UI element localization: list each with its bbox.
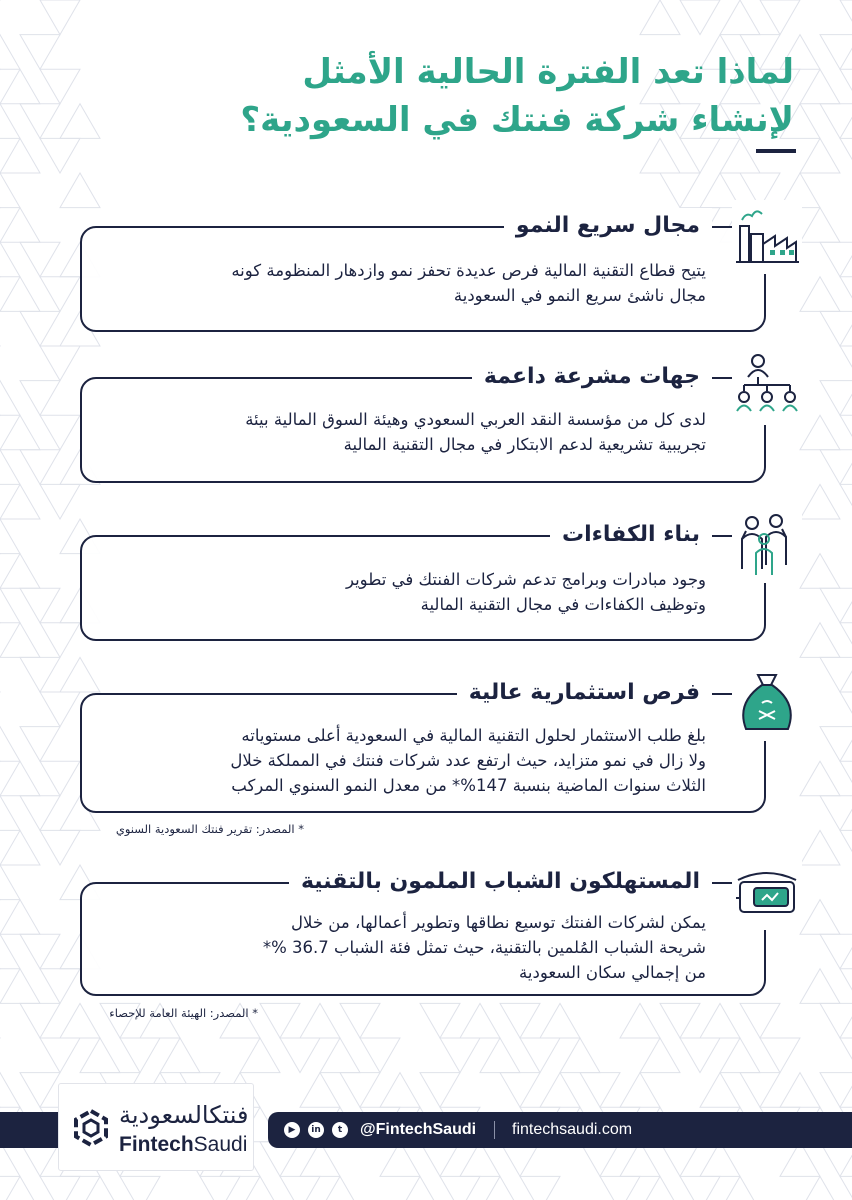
background-triangle (0, 588, 20, 623)
background-triangle (680, 1176, 720, 1200)
background-triangle (660, 173, 700, 208)
background-triangle (320, 1176, 360, 1200)
logo-mark-icon (71, 1108, 111, 1148)
background-triangle (520, 1038, 560, 1073)
background-triangle (0, 623, 40, 658)
background-triangle (820, 1003, 852, 1038)
background-triangle (840, 346, 852, 381)
background-triangle (400, 1176, 440, 1200)
background-triangle (20, 588, 60, 623)
background-triangle (680, 0, 720, 35)
background-triangle (40, 623, 80, 658)
background-triangle (20, 657, 60, 692)
background-triangle (800, 554, 840, 589)
background-triangle (700, 1073, 740, 1108)
background-triangle (580, 1073, 620, 1108)
logo-arabic-text: فنتكالسعودية (119, 1101, 249, 1129)
background-triangle (0, 484, 40, 519)
background-triangle (820, 35, 852, 70)
background-triangle (20, 381, 60, 416)
section-card-young-consumers (80, 869, 766, 996)
background-triangle (0, 242, 20, 277)
background-triangle (720, 1038, 760, 1073)
background-triangle (280, 1176, 320, 1200)
background-triangle (0, 415, 40, 450)
background-triangle (440, 1038, 480, 1073)
background-triangle (480, 1176, 520, 1200)
background-triangle (0, 865, 20, 900)
background-triangle (40, 69, 80, 104)
background-triangle (0, 69, 40, 104)
background-triangle (60, 657, 100, 692)
background-triangle (300, 1003, 340, 1038)
background-triangle (800, 277, 840, 312)
section-heading: مجال سريع النمو (504, 208, 712, 244)
background-triangle (540, 1073, 580, 1108)
section-body (106, 567, 706, 617)
body-line: لدى كل من مؤسسة النقد العربي السعودي وهيئة السوق المالية بيئة (245, 410, 706, 429)
factory-icon (732, 200, 802, 274)
background-triangle (0, 934, 20, 969)
background-triangle (840, 692, 852, 727)
page-title (94, 48, 794, 144)
background-triangle (760, 0, 800, 35)
vr-headset-icon (732, 856, 802, 930)
background-triangle (840, 138, 852, 173)
background-triangle (840, 415, 852, 450)
background-triangle (720, 1176, 760, 1200)
footnote-investment-source: * المصدر: تقرير فنتك السعودية السنوي (115, 822, 304, 836)
background-triangle (80, 1038, 120, 1073)
youtube-icon[interactable]: ▶ (284, 1122, 300, 1138)
background-triangle (660, 1003, 700, 1038)
background-triangle (160, 1038, 200, 1073)
background-triangle (820, 934, 852, 969)
background-triangle (440, 1176, 480, 1200)
background-triangle (60, 1003, 100, 1038)
social-bar (268, 1112, 852, 1148)
background-triangle (840, 0, 852, 35)
background-triangle (0, 554, 40, 589)
section-card-investment (80, 680, 766, 813)
linkedin-icon[interactable]: in (308, 1122, 324, 1138)
background-triangle (0, 519, 20, 554)
background-triangle (800, 761, 840, 796)
background-triangle (800, 900, 840, 935)
background-triangle (800, 830, 840, 865)
background-triangle (720, 0, 760, 35)
background-triangle (40, 415, 80, 450)
background-triangle (20, 727, 60, 762)
background-triangle (360, 1038, 400, 1073)
background-triangle (540, 1003, 580, 1038)
org-chart-icon (732, 351, 802, 425)
background-triangle (700, 1003, 740, 1038)
background-triangle (840, 623, 852, 658)
background-triangle (820, 242, 852, 277)
background-triangle (460, 1003, 500, 1038)
background-triangle (40, 138, 80, 173)
background-triangle (0, 796, 20, 831)
section-card-growth (80, 213, 766, 332)
section-body (106, 407, 706, 457)
section-heading: بناء الكفاءات (550, 517, 712, 553)
section-card-talent (80, 522, 766, 641)
page-title-line-1: لماذا تعد الفترة الحالية الأمثل (302, 52, 794, 92)
social-handle-link[interactable]: @FintechSaudi (360, 1121, 477, 1138)
background-triangle (800, 484, 840, 519)
body-line: من إجمالي سكان السعودية (519, 963, 706, 982)
background-triangle (420, 1073, 460, 1108)
background-triangle (20, 311, 60, 346)
background-triangle (480, 1038, 520, 1073)
background-triangle (820, 450, 852, 485)
background-triangle (40, 969, 80, 1004)
background-triangle (680, 1038, 720, 1073)
background-triangle (800, 969, 840, 1004)
background-triangle (820, 657, 852, 692)
background-triangle (620, 1073, 660, 1108)
background-triangle (620, 1003, 660, 1038)
background-triangle (240, 1038, 280, 1073)
body-line: مجال ناشئ سريع النمو في السعودية (453, 286, 706, 305)
background-triangle (840, 69, 852, 104)
background-triangle (20, 242, 60, 277)
footer-left-band (0, 1112, 58, 1148)
background-triangle (40, 346, 80, 381)
body-line: وجود مبادرات وبرامج تدعم شركات الفنتك في تطوير (345, 570, 706, 589)
website-link[interactable]: fintechsaudi.com (512, 1121, 633, 1138)
background-triangle (0, 35, 20, 70)
fintech-saudi-logo (58, 1083, 254, 1171)
background-triangle (0, 1176, 40, 1200)
background-triangle (820, 381, 852, 416)
background-triangle (820, 796, 852, 831)
background-triangle (840, 969, 852, 1004)
background-triangle (40, 692, 80, 727)
background-triangle (0, 727, 20, 762)
background-triangle (820, 311, 852, 346)
logo-english-text (119, 1132, 247, 1158)
background-triangle (0, 381, 20, 416)
background-triangle (20, 934, 60, 969)
background-triangle (640, 1176, 680, 1200)
background-triangle (240, 1176, 280, 1200)
background-triangle (80, 1176, 120, 1200)
background-triangle (800, 208, 840, 243)
background-triangle (0, 104, 20, 139)
section-heading: فرص استثمارية عالية (457, 675, 712, 711)
background-triangle (500, 1003, 540, 1038)
background-triangle (20, 450, 60, 485)
background-triangle (820, 588, 852, 623)
background-triangle (40, 277, 80, 312)
background-triangle (0, 830, 40, 865)
background-triangle (500, 1073, 540, 1108)
background-triangle (800, 1176, 840, 1200)
background-triangle (760, 1038, 800, 1073)
background-triangle (340, 1003, 380, 1038)
body-line: تجريبية تشريعية لدعم الابتكار في مجال التقنية المالية (343, 435, 706, 454)
background-triangle (20, 1073, 60, 1108)
section-heading: جهات مشرعة داعمة (472, 359, 712, 395)
background-triangle (40, 761, 80, 796)
background-triangle (200, 1176, 240, 1200)
section-card-regulators (80, 364, 766, 483)
background-triangle (0, 900, 40, 935)
background-triangle (0, 969, 40, 1004)
background-triangle (0, 208, 40, 243)
twitter-icon[interactable]: t (332, 1122, 348, 1138)
background-triangle (40, 1176, 80, 1200)
background-triangle (0, 761, 40, 796)
background-triangle (340, 1073, 380, 1108)
body-line: يتيح قطاع التقنية المالية فرص عديدة تحفز نمو وازدهار المنظومة كونه (231, 261, 706, 280)
background-triangle (740, 1073, 780, 1108)
section-heading: المستهلكون الشباب الملمون بالتقنية (289, 864, 712, 900)
background-triangle (0, 277, 40, 312)
background-triangle (560, 1038, 600, 1073)
background-triangle (520, 1176, 560, 1200)
background-triangle (820, 104, 852, 139)
background-triangle (20, 104, 60, 139)
background-triangle (640, 0, 680, 35)
background-triangle (380, 1073, 420, 1108)
body-line: يمكن لشركات الفنتك توسيع نطاقها وتطوير أعمالها، من خلال (291, 913, 706, 932)
background-triangle (840, 830, 852, 865)
background-triangle (840, 1038, 852, 1073)
background-triangle (20, 796, 60, 831)
background-triangle (0, 173, 20, 208)
footer-separator (494, 1121, 495, 1139)
background-triangle (800, 69, 840, 104)
background-triangle (800, 138, 840, 173)
section-body (106, 910, 706, 985)
title-divider (756, 149, 796, 153)
background-triangle (120, 1038, 160, 1073)
background-triangle (300, 1073, 340, 1108)
background-triangle (840, 277, 852, 312)
body-line: وتوظيف الكفاءات في مجال التقنية المالية (420, 595, 706, 614)
background-triangle (420, 1003, 460, 1038)
people-icon (732, 509, 802, 583)
money-bag-icon (732, 667, 802, 741)
body-line: ولا زال في نمو متزايد، حيث ارتفع عدد شركات فنتك في المملكة خلال (230, 751, 706, 770)
background-triangle (40, 484, 80, 519)
background-triangle (820, 1073, 852, 1108)
background-triangle (280, 1038, 320, 1073)
background-triangle (0, 450, 20, 485)
background-triangle (840, 1176, 852, 1200)
background-triangle (800, 623, 840, 658)
body-line: بلغ طلب الاستثمار لحلول التقنية المالية في السعودية أعلى مستوياته (241, 726, 706, 745)
background-triangle (640, 1038, 680, 1073)
background-triangle (60, 173, 100, 208)
background-triangle (740, 1003, 780, 1038)
background-triangle (840, 484, 852, 519)
background-triangle (40, 830, 80, 865)
background-triangle (40, 1038, 80, 1073)
background-triangle (320, 1038, 360, 1073)
background-triangle (840, 761, 852, 796)
body-line: الثلاث سنوات الماضية بنسبة 147%* من معدل النمو السنوي المركب (231, 776, 706, 795)
background-triangle (600, 1176, 640, 1200)
background-triangle (800, 415, 840, 450)
logo-english-regular: Saudi (193, 1133, 248, 1156)
logo-english-bold: Fintech (119, 1133, 194, 1156)
background-triangle (120, 1176, 160, 1200)
section-body (106, 258, 706, 308)
body-line: شريحة الشباب المُلمين بالتقنية، حيث تمثل فئة الشباب 36.7 %* (262, 938, 706, 957)
background-triangle (20, 35, 60, 70)
background-triangle (0, 1073, 20, 1108)
background-triangle (40, 0, 80, 35)
background-triangle (780, 1073, 820, 1108)
section-body (106, 723, 706, 798)
background-triangle (260, 1003, 300, 1038)
page-title-line-2: لإنشاء شركة فنتك في السعودية؟ (240, 100, 794, 140)
background-triangle (0, 138, 40, 173)
background-triangle (820, 727, 852, 762)
background-triangle (20, 1003, 60, 1038)
footnote-youth-source: * المصدر: الهيئة العامة للإحصاء (109, 1006, 258, 1020)
